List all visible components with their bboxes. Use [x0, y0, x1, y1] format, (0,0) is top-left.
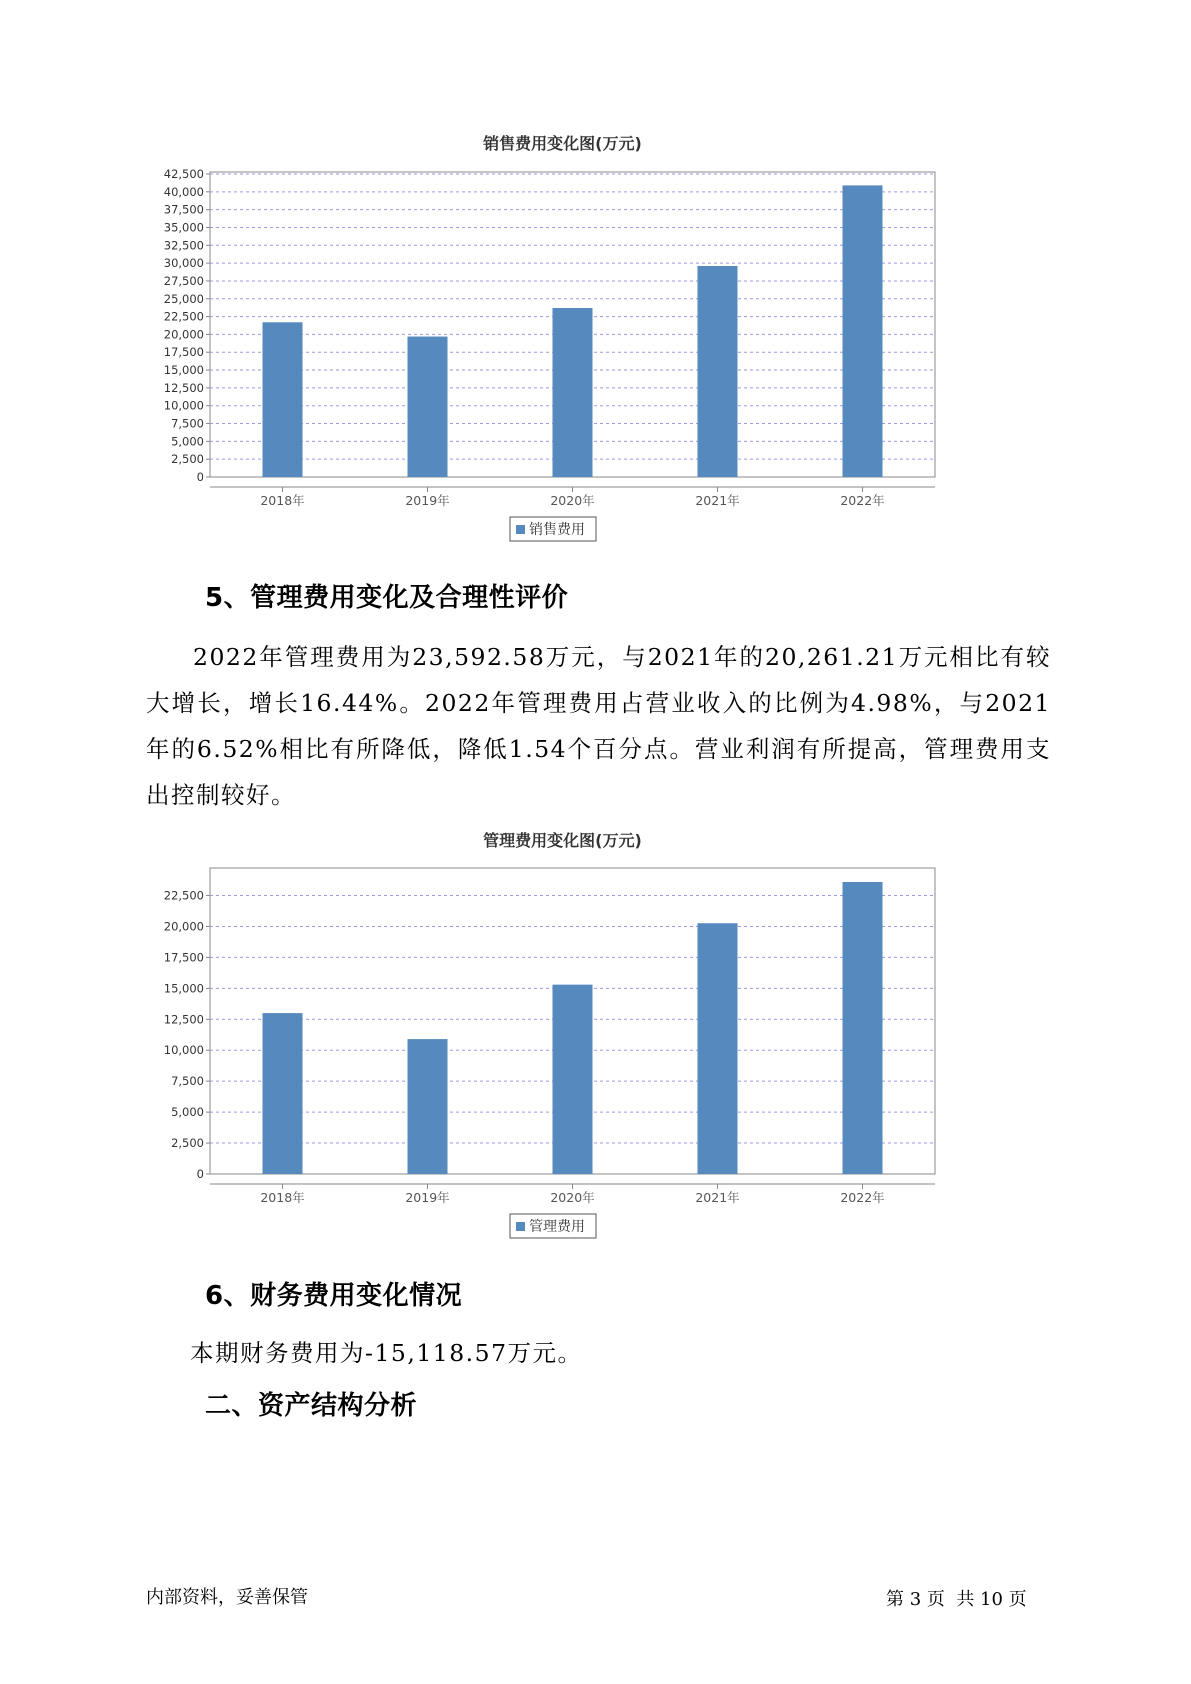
chart1-bar-2	[408, 337, 448, 477]
chart1-ytick-label: 32,500	[163, 238, 204, 253]
sales-expense-chart-svg	[150, 128, 1050, 548]
chart1-xtick-label: 2021年	[695, 493, 740, 508]
chart1-ytick-label: 2,500	[171, 452, 204, 467]
chart1-ytick-label: 5,000	[171, 434, 204, 449]
chart1-ytick-label: 42,500	[163, 167, 204, 181]
chart1-xtick-label: 2020年	[550, 493, 595, 508]
chart2-xtick-label: 2018年	[260, 1190, 305, 1205]
section-6-paragraph: 本期财务费用为-15,118.57万元。	[190, 1339, 583, 1367]
chart1-ytick-label: 12,500	[163, 380, 204, 395]
admin-expense-chart	[150, 825, 1050, 1245]
sales-expense-chart	[150, 128, 1050, 548]
chart1-legend-label: 销售费用	[529, 522, 585, 538]
chart2-bar-4	[698, 923, 738, 1174]
chart1-ytick-label: 37,500	[163, 202, 204, 217]
footer-page-number: 第 3 页 共 10 页	[886, 1589, 1027, 1610]
chart2-ytick-label: 22,500	[163, 888, 204, 903]
chart2-xtick-label: 2020年	[550, 1190, 595, 1205]
chart1-bar-5	[843, 185, 883, 477]
chart1-ytick-label: 25,000	[163, 291, 204, 306]
chart1-title: 销售费用变化图(万元)	[483, 134, 642, 153]
chart1-bar-1	[263, 322, 303, 477]
chart2-legend-swatch	[516, 1222, 525, 1231]
chart1-ytick-label: 40,000	[163, 184, 204, 199]
chart2-ytick-label: 20,000	[163, 919, 204, 934]
chart2-ytick-label: 15,000	[163, 981, 204, 996]
section-5-heading: 5、管理费用变化及合理性评价	[205, 583, 569, 613]
chart2-ytick-label: 17,500	[163, 950, 204, 965]
chart1-ytick-label: 15,000	[163, 363, 204, 378]
chart2-xtick-label: 2022年	[840, 1190, 885, 1205]
chart1-ytick-label: 30,000	[163, 256, 204, 271]
chart2-bar-2	[408, 1039, 448, 1174]
chart1-ytick-label: 10,000	[163, 398, 204, 413]
chart2-bar-5	[843, 882, 883, 1174]
chart2-ytick-label: 10,000	[163, 1043, 204, 1058]
chart2-title: 管理费用变化图(万元)	[483, 831, 642, 850]
chart1-ytick-label: 22,500	[163, 309, 204, 324]
chart2-ytick-label: 0	[196, 1167, 204, 1181]
section-6-heading: 6、财务费用变化情况	[205, 1281, 463, 1311]
chart1-xtick-label: 2018年	[260, 493, 305, 508]
chart1-ytick-label: 7,500	[171, 416, 204, 431]
chart1-ytick-label: 20,000	[163, 327, 204, 342]
part-2-heading: 二、资产结构分析	[205, 1391, 418, 1421]
chart1-xtick-label: 2022年	[840, 493, 885, 508]
footer-confidential-note: 内部资料，妥善保管	[146, 1587, 308, 1608]
chart1-xtick-label: 2019年	[405, 493, 450, 508]
chart1-ytick-label: 35,000	[163, 220, 204, 235]
chart2-ytick-label: 5,000	[171, 1105, 204, 1120]
section-5-paragraph: 2022年管理费用为23,592.58万元，与2021年的20,261.21万元相比有较大增长，增长16.44%。2022年管理费用占营业收入的比例为4.98%，与2021年的6.52%相比有所降低，降低1.54个百分点。营业利润有所提高，管理费用支出控制较好。	[146, 643, 1051, 809]
chart1-bar-4	[698, 266, 738, 477]
chart2-xtick-label: 2019年	[405, 1190, 450, 1205]
chart2-ytick-label: 2,500	[171, 1136, 204, 1151]
chart2-ytick-label: 12,500	[163, 1012, 204, 1027]
chart2-xtick-label: 2021年	[695, 1190, 740, 1205]
chart1-ytick-label: 0	[196, 470, 204, 484]
chart1-legend-swatch	[516, 525, 525, 534]
chart2-bar-3	[553, 985, 593, 1174]
chart1-ytick-label: 27,500	[163, 273, 204, 288]
chart2-bar-1	[263, 1013, 303, 1174]
admin-expense-chart-svg	[150, 825, 1050, 1245]
chart1-ytick-label: 17,500	[163, 345, 204, 360]
chart2-legend-label: 管理费用	[529, 1219, 585, 1235]
chart2-ytick-label: 7,500	[171, 1074, 204, 1089]
chart1-bar-3	[553, 308, 593, 477]
